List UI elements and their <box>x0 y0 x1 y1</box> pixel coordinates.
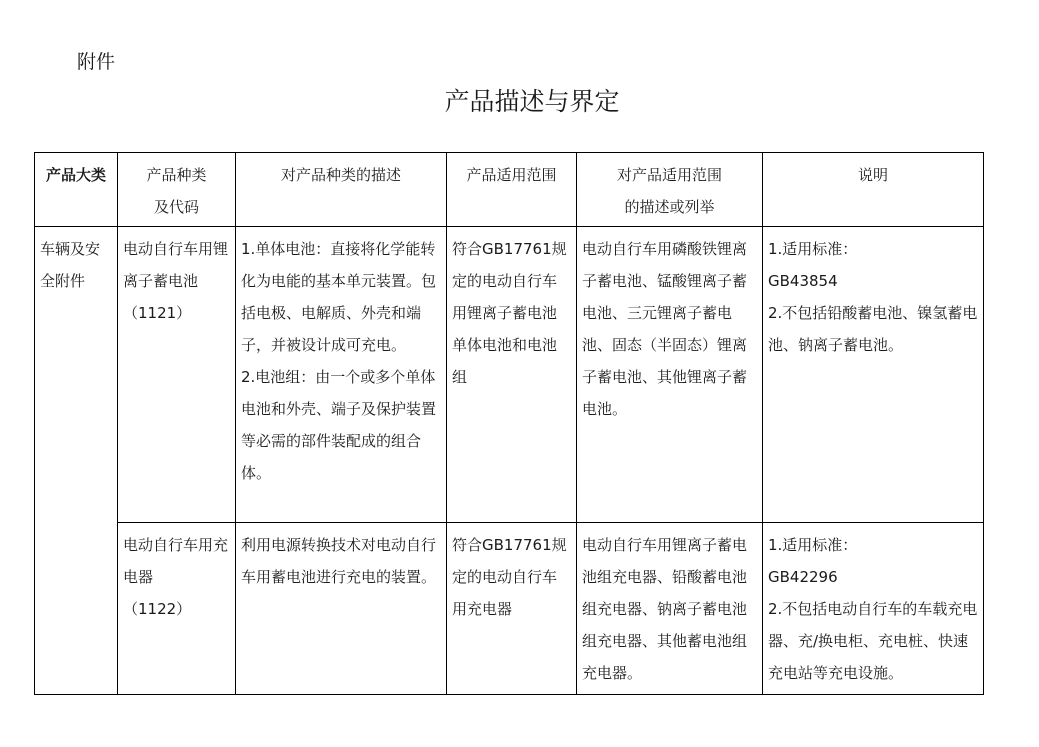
header-scope-description <box>577 153 763 227</box>
cell-product-kind <box>118 523 236 695</box>
cell-notes <box>763 523 984 695</box>
header-applicable-scope <box>447 153 577 227</box>
header-product-category <box>35 153 118 227</box>
document-title: 产品描述与界定 <box>444 87 620 116</box>
header-line: 的描述或列举 <box>624 198 715 216</box>
cell-kind-description <box>236 523 447 695</box>
header-kind-description <box>236 153 447 227</box>
kind-code: （1121） <box>123 304 192 322</box>
table-header-row <box>35 153 984 227</box>
header-line: 产品种类 <box>146 166 207 184</box>
cell-product-category: 车辆及安全附件 <box>35 227 118 695</box>
note-item: GB42296 <box>768 568 838 586</box>
cell-applicable-scope: 符合GB17761规定的电动自行车用充电器 <box>447 523 577 695</box>
description-item: 利用电源转换技术对电动自行车用蓄电池进行充电的装置。 <box>241 536 437 586</box>
kind-name: 电动自行车用锂离子蓄电池 <box>123 240 229 290</box>
note-item: 2.不包括铅酸蓄电池、镍氢蓄电池、钠离子蓄电池。 <box>768 304 978 354</box>
kind-name: 电动自行车用充电器 <box>123 536 229 586</box>
header-line: 产品适用范围 <box>466 166 557 184</box>
note-item: 1.适用标准： <box>768 240 858 258</box>
description-item: 1.单体电池：直接将化学能转化为电能的基本单元装置。包括电极、电解质、外壳和端子，并被设计成可充电。 <box>241 240 437 354</box>
attachment-label: 附件 <box>77 51 116 73</box>
cell-applicable-scope: 符合GB17761规定的电动自行车用锂离子蓄电池单体电池和电池组 <box>447 227 577 523</box>
cell-product-kind <box>118 227 236 523</box>
cell-scope-description: 电动自行车用磷酸铁锂离子蓄电池、锰酸锂离子蓄电池、三元锂离子蓄电池、固态（半固态）锂离子蓄电池、其他锂离子蓄电池。 <box>577 227 763 523</box>
header-product-kind-code <box>118 153 236 227</box>
header-line: 说明 <box>857 166 888 184</box>
product-definition-table <box>34 152 984 695</box>
cell-scope-description: 电动自行车用锂离子蓄电池组充电器、铅酸蓄电池组充电器、钠离子蓄电池组充电器、其他蓄电池组充电器。 <box>577 523 763 695</box>
description-item: 2.电池组：由一个或多个单体电池和外壳、端子及保护装置等必需的部件装配成的组合体。 <box>241 368 437 482</box>
kind-code: （1122） <box>123 600 192 618</box>
header-line: 及代码 <box>153 198 199 216</box>
header-line: 对产品适用范围 <box>616 166 722 184</box>
header-line: 对产品种类的描述 <box>280 166 401 184</box>
note-item: 1.适用标准： <box>768 536 858 554</box>
note-item: 2.不包括电动自行车的车载充电器、充/换电柜、充电桩、快速充电站等充电设施。 <box>768 600 978 682</box>
table-row <box>35 227 984 523</box>
table-row <box>35 523 984 695</box>
header-notes <box>763 153 984 227</box>
note-item: GB43854 <box>768 272 838 290</box>
cell-kind-description <box>236 227 447 523</box>
header-line: 产品大类 <box>45 166 106 184</box>
cell-notes <box>763 227 984 523</box>
